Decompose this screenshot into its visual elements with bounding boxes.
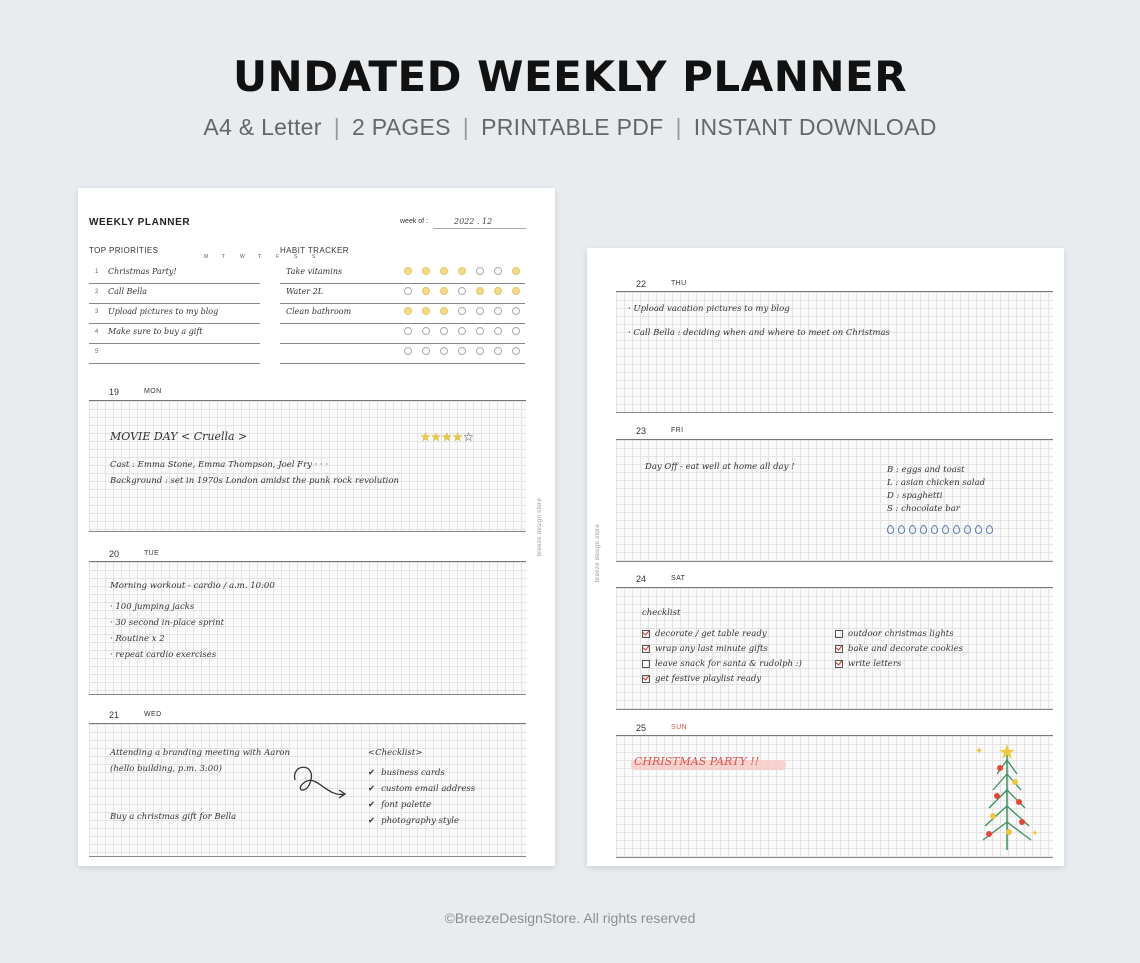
subtitle-separator: |: [675, 114, 682, 140]
star-rating: [420, 430, 474, 444]
sat-check-text: leave snack for santa & rudolph :): [655, 659, 802, 669]
checkbox-icon: [642, 645, 650, 653]
habit-dot: [494, 327, 502, 335]
water-drop-icon: [964, 525, 971, 534]
check-icon: ✔: [368, 768, 376, 778]
habit-dot: [440, 287, 448, 295]
day-header-tue: [89, 549, 526, 561]
priority-number: 2: [95, 289, 99, 295]
day-number: 19: [109, 387, 120, 397]
meal-item: S : chocolate bar: [887, 504, 960, 514]
product-title: UNDATED WEEKLY PLANNER: [232, 52, 908, 101]
sat-check-item: [835, 629, 954, 639]
checkbox-icon: [835, 660, 843, 668]
day-name: MON: [144, 388, 162, 395]
subtitle-separator: |: [333, 114, 340, 140]
priority-row: [89, 283, 260, 304]
habit-dot: [422, 307, 430, 315]
water-drop-icon: [898, 525, 905, 534]
tue-item: · 30 second in-place sprint: [110, 618, 225, 628]
subtitle-part: INSTANT DOWNLOAD: [693, 114, 937, 140]
priority-row: [89, 323, 260, 344]
sat-check-item: [642, 644, 768, 654]
habit-day-letter: S: [312, 254, 316, 260]
habit-dot: [422, 267, 430, 275]
subtitle-part: A4 & Letter: [203, 114, 322, 140]
checklist-text: custom email address: [381, 784, 476, 794]
habit-dot: [404, 347, 412, 355]
water-drop-icon: [887, 525, 894, 534]
habit-dot: [422, 327, 430, 335]
habit-dot: [476, 347, 484, 355]
thu-item: · Upload vacation pictures to my blog: [628, 304, 790, 314]
water-drop-icon: [942, 525, 949, 534]
tue-item: · Routine x 2: [110, 634, 165, 644]
habit-dot: [440, 347, 448, 355]
checkbox-icon: [642, 660, 650, 668]
star-icon: ★: [452, 430, 464, 444]
day-number: 22: [636, 279, 647, 289]
priority-number: 4: [95, 329, 99, 335]
day-name: THU: [671, 280, 687, 287]
day-number: 25: [636, 723, 647, 733]
day-grid-wed: [89, 723, 526, 857]
tue-title: Morning workout - cardio / a.m. 10:00: [110, 581, 275, 591]
mon-line: Background : set in 1970s London amidst the punk rock revolution: [110, 476, 399, 486]
day-header-sun: [616, 723, 1053, 735]
week-of-line: [433, 228, 526, 229]
check-icon: ✔: [368, 816, 376, 826]
checkbox-icon: [835, 630, 843, 638]
mon-line: Cast : Emma Stone, Emma Thompson, Joel Fry · · ·: [110, 460, 329, 470]
check-icon: ✔: [368, 800, 376, 810]
sat-check-item: [835, 644, 963, 654]
sat-check-text: get festive playlist ready: [655, 674, 762, 684]
checkbox-icon: [835, 645, 843, 653]
priority-row: [89, 263, 260, 284]
water-drop-icon: [953, 525, 960, 534]
sat-check-item: [642, 629, 767, 639]
priority-number: 5: [95, 349, 99, 355]
habit-dot: [440, 267, 448, 275]
tue-item: · repeat cardio exercises: [110, 650, 217, 660]
day-grid-fri: [616, 439, 1053, 562]
subtitle-part: PRINTABLE PDF: [481, 114, 664, 140]
star-icon: ☆: [463, 430, 474, 444]
priority-number: 1: [95, 269, 99, 275]
thu-item: · Call Bella : deciding when and where to meet on Christmas: [628, 328, 890, 338]
water-drop-icon: [975, 525, 982, 534]
week-of-label: week of :: [400, 218, 429, 225]
priority-text: Christmas Party!: [108, 267, 177, 276]
day-number: 23: [636, 426, 647, 436]
day-grid-tue: [89, 561, 526, 695]
meal-item: B : eggs and toast: [887, 465, 965, 475]
sat-check-text: wrap any last minute gifts: [655, 644, 768, 654]
day-header-wed: [89, 710, 526, 722]
checklist-title: <Checklist>: [368, 748, 423, 758]
water-drop-icon: [920, 525, 927, 534]
day-grid-thu: [616, 291, 1053, 413]
habit-dot: [476, 307, 484, 315]
priority-row: [89, 303, 260, 324]
habit-day-letter: M: [204, 254, 209, 260]
sat-check-item: [642, 659, 802, 669]
copyright-footer: ©BreezeDesignStore. All rights reserved: [444, 910, 696, 926]
curly-arrow-doodle: [287, 760, 351, 804]
day-grid-sat: [616, 587, 1053, 710]
check-icon: ✔: [368, 784, 376, 794]
day-number: 21: [109, 710, 120, 720]
week-of-value: 2022 . 12: [454, 217, 493, 226]
checklist-text: business cards: [381, 768, 445, 778]
planner-page-1: [78, 188, 555, 866]
water-drop-icon: [931, 525, 938, 534]
habit-dot: [476, 327, 484, 335]
habit-dot: [458, 347, 466, 355]
sat-check-text: write letters: [848, 659, 902, 669]
water-drop-icon: [909, 525, 916, 534]
checklist-item: [368, 800, 431, 810]
habit-day-letter: F: [276, 254, 280, 260]
habit-dot: [458, 307, 466, 315]
planner-page-2: [587, 248, 1064, 866]
subtitle-separator: |: [462, 114, 470, 140]
water-tracker: [887, 525, 997, 536]
christmas-tree-icon: [967, 740, 1047, 854]
meal-item: L : asian chicken salad: [887, 478, 986, 488]
wed-line: Buy a christmas gift for Bella: [110, 812, 237, 822]
day-name: SUN: [671, 724, 687, 731]
habit-row: [280, 263, 525, 284]
habit-dot: [422, 347, 430, 355]
habit-text: Take vitamins: [286, 267, 343, 276]
water-drop-icon: [986, 525, 993, 534]
sat-check-text: decorate / get table ready: [655, 629, 767, 639]
day-name: WED: [144, 711, 162, 718]
habit-dot: [440, 327, 448, 335]
habit-dot: [440, 307, 448, 315]
priority-text: Make sure to buy a gift: [108, 327, 203, 336]
checklist-item: [368, 816, 459, 826]
habit-dot: [494, 307, 502, 315]
habit-text: Clean bathroom: [286, 307, 352, 316]
day-name: SAT: [671, 575, 686, 582]
sat-check-text: bake and decorate cookies: [848, 644, 963, 654]
habit-dot: [512, 267, 520, 275]
habit-text: Water 2L: [286, 287, 324, 296]
sat-check-item: [835, 659, 901, 669]
star-icon: ★: [430, 430, 442, 444]
brand-vertical: breeze design store: [537, 498, 543, 557]
day-number: 24: [636, 574, 647, 584]
meal-item: D : spaghetti: [887, 491, 943, 501]
svg-text:✦: ✦: [975, 746, 984, 757]
checkbox-icon: [642, 630, 650, 638]
habit-dot: [512, 347, 520, 355]
sat-check-text: outdoor christmas lights: [848, 629, 954, 639]
day-grid-sun: [616, 735, 1053, 858]
day-name: TUE: [144, 550, 160, 557]
sat-check-item: [642, 674, 761, 684]
habit-dot: [476, 267, 484, 275]
habit-row: [280, 323, 525, 344]
habit-dot: [458, 327, 466, 335]
wed-line: (hello building, p.m. 3:00): [110, 764, 222, 774]
priority-number: 3: [95, 309, 99, 315]
habit-dot: [512, 307, 520, 315]
habit-dot: [512, 287, 520, 295]
habit-dot: [458, 267, 466, 275]
fri-note: Day Off - eat well at home all day !: [645, 462, 795, 472]
habit-dot: [404, 327, 412, 335]
brand-vertical: breeze design store: [595, 524, 601, 583]
habit-dot: [494, 267, 502, 275]
tue-item: · 100 jumping jacks: [110, 602, 195, 612]
mon-title: MOVIE DAY < Cruella >: [110, 430, 248, 443]
checklist-item: [368, 784, 475, 794]
habit-dot: [494, 347, 502, 355]
priority-text: Upload pictures to my blog: [108, 307, 219, 316]
habit-day-letter: T: [222, 254, 226, 260]
habit-dot: [512, 327, 520, 335]
habit-day-letter: S: [294, 254, 298, 260]
habit-dot: [404, 287, 412, 295]
day-header-sat: [616, 574, 1053, 586]
checkbox-icon: [642, 675, 650, 683]
star-icon: ★: [420, 430, 431, 444]
wed-line: Attending a branding meeting with Aaron: [110, 748, 291, 758]
checklist-text: photography style: [381, 816, 460, 826]
day-header-fri: [616, 426, 1053, 438]
day-grid-mon: [89, 400, 526, 532]
subtitle-part: 2 PAGES: [351, 114, 451, 140]
sun-text: CHRISTMAS PARTY !!: [634, 755, 760, 768]
habit-tracker-label: HABIT TRACKER: [280, 246, 349, 255]
habit-dot: [404, 307, 412, 315]
habit-dot: [476, 287, 484, 295]
checklist-text: font palette: [381, 800, 432, 810]
habit-row: [280, 283, 525, 304]
habit-dot: [494, 287, 502, 295]
habit-dot: [422, 287, 430, 295]
habit-row: [280, 303, 525, 324]
habit-row: [280, 343, 525, 364]
day-header-mon: [89, 387, 526, 399]
priorities-label: TOP PRIORITIES: [89, 246, 159, 255]
planner-title: WEEKLY PLANNER: [89, 217, 191, 228]
habit-dot: [404, 267, 412, 275]
habit-day-letter: W: [240, 254, 245, 260]
priority-text: Call Bella: [108, 287, 148, 296]
day-number: 20: [109, 549, 120, 559]
habit-dot: [458, 287, 466, 295]
priority-row: [89, 343, 260, 364]
habit-day-letter: T: [258, 254, 262, 260]
day-name: FRI: [671, 427, 684, 434]
day-header-thu: [616, 279, 1053, 291]
svg-text:✦: ✦: [1031, 829, 1039, 839]
checklist-item: [368, 768, 445, 778]
product-subtitle: [0, 114, 1140, 141]
sat-title: checklist: [642, 608, 681, 618]
star-icon: ★: [441, 430, 453, 444]
